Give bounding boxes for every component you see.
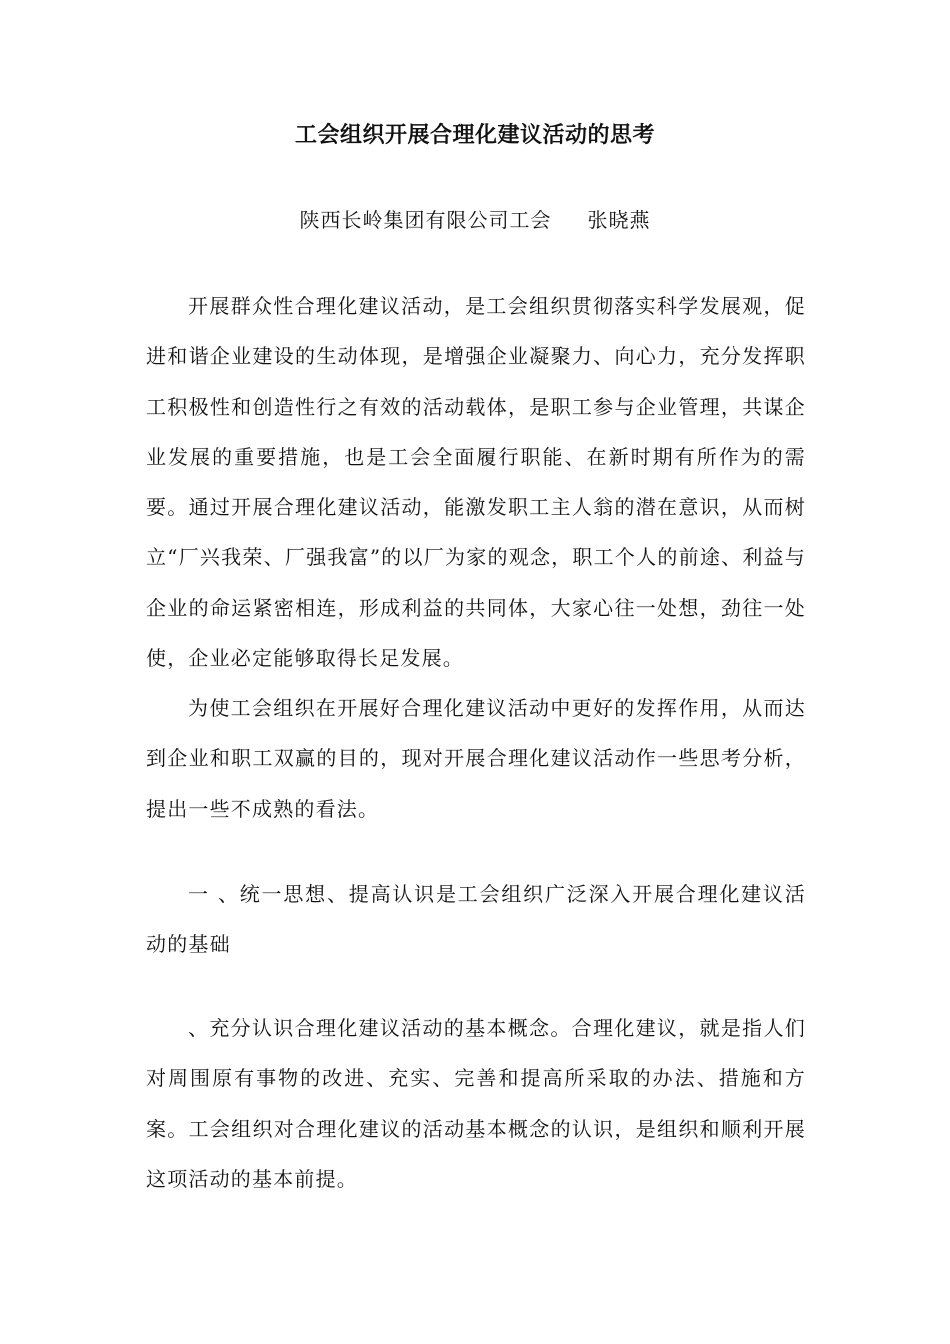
byline-author: 张晓燕 [587,208,651,232]
paragraph-section-1-item: 、充分认识合理化建议活动的基本概念。合理化建议，就是指人们对周围原有事物的改进、充实、完善和提高所采取的办法、措施和方案。工会组织对合理化建议的活动基本概念的认识，是组织和顺利开展这项活动的基本前提。 [146,1016,806,1191]
section-heading-1: 一 、统一思想、提高认识是工会组织广泛深入开展合理化建议活动的基础 [146,882,806,957]
paragraph-purpose: 为使工会组织在开展好合理化建议活动中更好的发挥作用，从而达到企业和职工双赢的目的，现对开展合理化建议活动作一些思考分析，提出一些不成熟的看法。 [146,696,806,821]
paragraph-intro: 开展群众性合理化建议活动，是工会组织贯彻落实科学发展观，促进和谐企业建设的生动体现，是增强企业凝聚力、向心力，充分发挥职工积极性和创造性行之有效的活动载体，是职工参与企业管理，共谋企业发展的重要措施，也是工会全面履行职能、在新时期有所作为的需要。通过开展合理化建议活动，能激发职工主人翁的潜在意识，从而树立“厂兴我荣、厂强我富”的以厂为家的观念，职工个人的前途、利益与企业的命运紧密相连，形成利益的共同体，大家心往一处想，劲往一处使，企业必定能够取得长足发展。 [146,294,806,671]
byline-organization: 陕西长岭集团有限公司工会 [299,208,552,232]
byline [0,205,950,235]
document-title: 工会组织开展合理化建议活动的思考 [294,123,655,148]
